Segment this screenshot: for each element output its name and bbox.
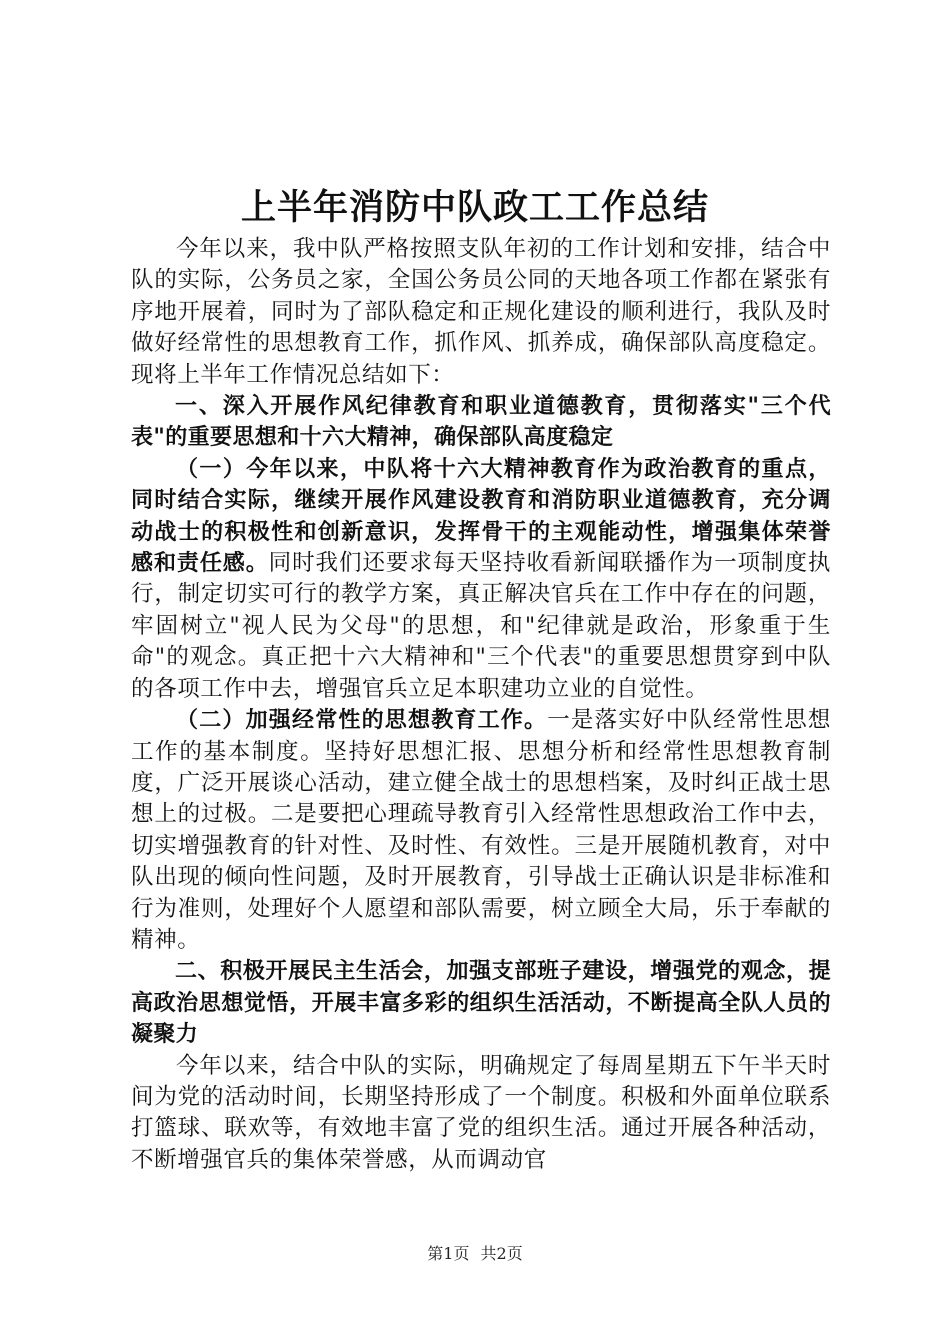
paragraph-1-lead: （一）今年以来，中队将十六大精神教育作为政治教育的重点，同时结合实际，继续开展作风建设教育和消防职业道德教育，充分调动战士的积极性和创新意识，发挥骨干的主观能动性，增强集体荣誉感和责任感。 — [131, 456, 831, 577]
intro-paragraph: 今年以来，我中队严格按照支队年初的工作计划和安排，结合中队的实际，公务员之家，全国公务员公同的天地各项工作都在紧张有序地开展着，同时为了部队稳定和正规化建设的顺利进行，我队及时做好经常性的思想教育工作，抓作风、抓养成，确保部队高度稳定。现将上半年工作情况总结如下： — [131, 236, 831, 388]
page-total: 共2页 — [480, 1244, 523, 1263]
document-title: 上半年消防中队政工工作总结 — [240, 188, 709, 228]
paragraph-1 — [131, 454, 831, 705]
paragraph-2 — [131, 705, 831, 956]
document-body — [131, 234, 831, 1176]
section-heading-1: 一、深入开展作风纪律教育和职业道德教育，贯彻落实"三个代表"的重要思想和十六大精神，确保部队高度稳定 — [131, 394, 831, 451]
page-number: 第1页 — [427, 1244, 470, 1263]
paragraph-1-text: 同时我们还要求每天坚持收看新闻联播作为一项制度执行，制定切实可行的教学方案，真正解决官兵在工作中存在的问题，牢固树立"视人民为父母"的思想，和"纪律就是政治，形象重于生命"的观念。真正把十六大精神和"三个代表"的重要思想贯穿到中队的各项工作中去，增强官兵立足本职建功立业的自觉性。 — [131, 550, 831, 702]
paragraph-2-lead: （二）加强经常性的思想教育工作。 — [176, 708, 548, 734]
paragraph-2-text: 一是落实好中队经常性思想工作的基本制度。坚持好思想汇报、思想分析和经常性思想教育制度，广泛开展谈心活动，建立健全战士的思想档案，及时纠正战士思想上的过极。二是要把心理疏导教育引入经常性思想政治工作中去，切实增强教育的针对性、及时性、有效性。三是开展随机教育，对中队出现的倾向性问题，及时开展教育，引导战士正确认识是非标准和行为准则，处理好个人愿望和部队需要，树立顾全大局，乐于奉献的精神。 — [131, 707, 831, 953]
section-heading-2: 二、积极开展民主生活会，加强支部班子建设，增强党的观念，提高政治思想觉悟，开展丰富多彩的组织生活活动，不断提高全队人员的凝聚力 — [131, 959, 831, 1048]
page-footer — [0, 1244, 950, 1264]
paragraph-3: 今年以来，结合中队的实际，明确规定了每周星期五下午半天时间为党的活动时间，长期坚持形成了一个制度。积极和外面单位联系打篮球、联欢等，有效地丰富了党的组织生活。通过开展各种活动，不断增强官兵的集体荣誉感，从而调动官 — [131, 1052, 831, 1173]
